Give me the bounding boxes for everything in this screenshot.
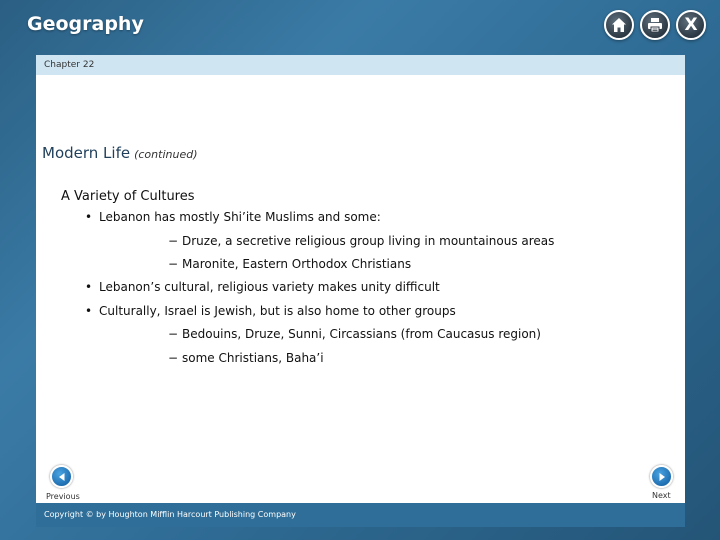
bullet-marker: − [168,327,179,341]
slide-title [42,144,198,162]
print-button[interactable] [640,10,670,40]
sub-bullet-line [168,351,324,365]
chapter-label: Chapter 22 [36,55,685,75]
sub-bullet-line [168,327,541,341]
bullet-marker: • [85,210,93,224]
arrow-left-icon [57,472,67,482]
slide-title-suffix: (continued) [134,148,198,161]
bullet-line [85,304,456,318]
bullet-text: Druze, a secretive religious group living in mountainous areas [182,234,555,248]
bullet-line [85,280,440,294]
bullet-marker: • [85,304,93,318]
sub-bullet-line [168,234,554,248]
bullet-line [85,210,381,224]
bullet-text: Culturally, Israel is Jewish, but is also home to other groups [99,304,456,318]
header-toolbar [604,10,706,40]
bullet-text: some Christians, Baha’i [182,351,324,365]
bullet-text: Lebanon’s cultural, religious variety makes unity difficult [99,280,440,294]
next-label[interactable]: Next [652,491,671,500]
home-button[interactable] [604,10,634,40]
previous-label[interactable]: Previous [46,492,80,501]
previous-button[interactable] [50,465,73,488]
slide-content [36,75,685,503]
subheading: A Variety of Cultures [61,189,195,204]
bullet-marker: − [168,257,179,271]
next-button[interactable] [650,465,673,488]
home-icon [611,17,627,33]
bullet-text: Bedouins, Druze, Sunni, Circassians (from Caucasus region) [182,327,541,341]
slide-title-text: Modern Life [42,144,131,162]
bullet-marker: − [168,351,179,365]
bullet-text: Lebanon has mostly Shi’ite Muslims and some: [99,210,381,224]
sub-bullet-line [168,257,411,271]
arrow-right-icon [657,472,667,482]
printer-icon [647,17,663,33]
copyright-footer: Copyright © by Houghton Mifflin Harcourt Publishing Company [36,503,685,527]
bullet-marker: − [168,234,179,248]
bullet-text: Maronite, Eastern Orthodox Christians [182,257,412,271]
close-icon: X [684,14,698,35]
app-title: Geography [27,13,144,35]
bullet-marker: • [85,280,93,294]
close-button[interactable] [676,10,706,40]
